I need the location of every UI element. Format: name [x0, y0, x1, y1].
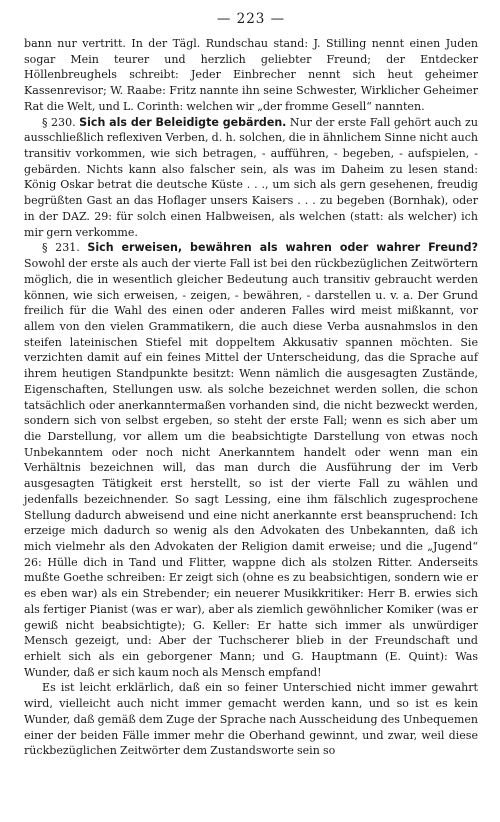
- section-230-heading: Sich als der Beleidigte gebärden.: [79, 115, 287, 129]
- section-230: [24, 115, 478, 241]
- section-231: [24, 240, 478, 680]
- section-231-body: Sowohl der erste als auch der vierte Fall ist bei den rückbezüglichen Zeitwörtern möglich, die in wesentlich gleicher Bedeutung auch transitiv gebraucht werden können, wie sich erweisen, - zeigen, - bewähren, - darstellen u. v. a. Der Grund freilich für die Wahl des einen oder anderen Falles wird meist mißkannt, vor allem von den vielen Grammatikern, die auch diese Verba ausnahmslos in den steifen lateinischen Stiefel mit doppeltem Akkusativ spannen möchten. Sie verzichten damit auf ein feines Mittel der Unterscheidung, das die Sprache auf ihrem heutigen Standpunkte besitzt: Wenn nämlich die ausgesagten Zustände, Eigenschaften, Stellungen usw. als solche bezeichnet werden sollen, die schon tatsächlich oder anerkanntermaßen vorhanden sind, die nicht bezweckt werden, sondern sich von selbst ergeben, so steht der erste Fall; wenn es sich aber um die Darstellung, vor allem um die beabsichtigte Darstellung von etwas noch Unbekanntem oder noch nicht Anerkanntem handelt oder wenn man ein Verhältnis bezeichnen will, das man durch die Ausführung der im Verb ausgesagten Tätigkeit erst herstellt, so ist der vierte Fall zu wählen und jedenfalls bezeichnender. So sagt Lessing, eine ihm fälschlich zugesprochene Stellung dadurch abweisend und eine nicht anerkannte erst beanspruchend: Ich erzeige mich dadurch so wenig als den Advokaten des Unbekannten, daß ich mich vielmehr als den Advokaten der Religion damit erweise; und die „Jugend“ 26: Hülle dich in Tand und Flitter, wappne dich als stolzen Ritter. Anderseits mußte Goethe schreiben: Er zeigt sich (ohne es zu beabsichtigen, sondern wie er es eben war) als ein Strebender; ein neuerer Musikkritiker: Herr B. erwies sich als fertiger Pianist (was er war), aber als ziemlich gewöhnlicher Komiker (was er gewiß nicht beabsichtigte); G. Keller: Er hatte sich immer als unwürdiger Mensch gezeigt, und: Aber der Tuchscherer blieb in der Freundschaft und erhielt sich als ein geborgener Mann; und G. Hauptmann (E. Quint): Was Wunder, daß er sich kaum noch als Mensch empfand!: [24, 257, 478, 679]
- page-number: — 223 —: [216, 11, 286, 27]
- section-231-number: § 231.: [42, 241, 80, 255]
- section-231-heading: Sich erweisen, bewähren als wahren oder wahrer Freund?: [87, 241, 478, 255]
- intro-paragraph: bann nur vertritt. In der Tägl. Rundschau stand: J. Stilling nennt einen Juden sogar Mein teurer und herzlich geliebter Freund; der Entdecker Höllenbreughels schreibt: Jeder Einbrecher nennt sich heut geheimer Kassenrevisor; W. Raabe: Fritz nannte ihn seine Schwester, Wirklicher Geheimer Rat die Welt, und L. Corinth: welchen wir „der fromme Gesell“ nannten.: [24, 37, 478, 113]
- page-text: [24, 36, 478, 759]
- closing-paragraph: Es ist leicht erklärlich, daß ein so feiner Unterschied nicht immer gewahrt wird, vielleicht auch nicht immer gemacht werden kann, und so ist es kein Wunder, daß gemäß dem Zuge der Sprache nach Ausscheidung des Unbequemen einer der beiden Fälle immer mehr die Oberhand gewinnt, und zwar, weil diese rückbezüglichen Zeitwörter dem Zustandsworte sein so: [24, 681, 478, 758]
- section-230-body: Nur der erste Fall gehört auch zu ausschließlich reflexiven Verben, d. h. solchen, die in ähnlichem Sinne nicht auch transitiv vorkommen, wie sich betragen, - aufführen, - begeben, - aufspielen, - gebärden. Nichts kann also falscher sein, als was im Daheim zu lesen stand: König Oskar betrat die deutsche Küste . . ., um sich als gern gesehenen, freudig begrüßten Gast an das Hoflager unsers Kaisers . . . zu begeben (Bornhak), oder in der DAZ. 29: für solch einen Halbweisen, als welchen (statt: als welcher) ich mir gern verkomme.: [24, 115, 478, 239]
- section-230-number: § 230.: [42, 115, 76, 129]
